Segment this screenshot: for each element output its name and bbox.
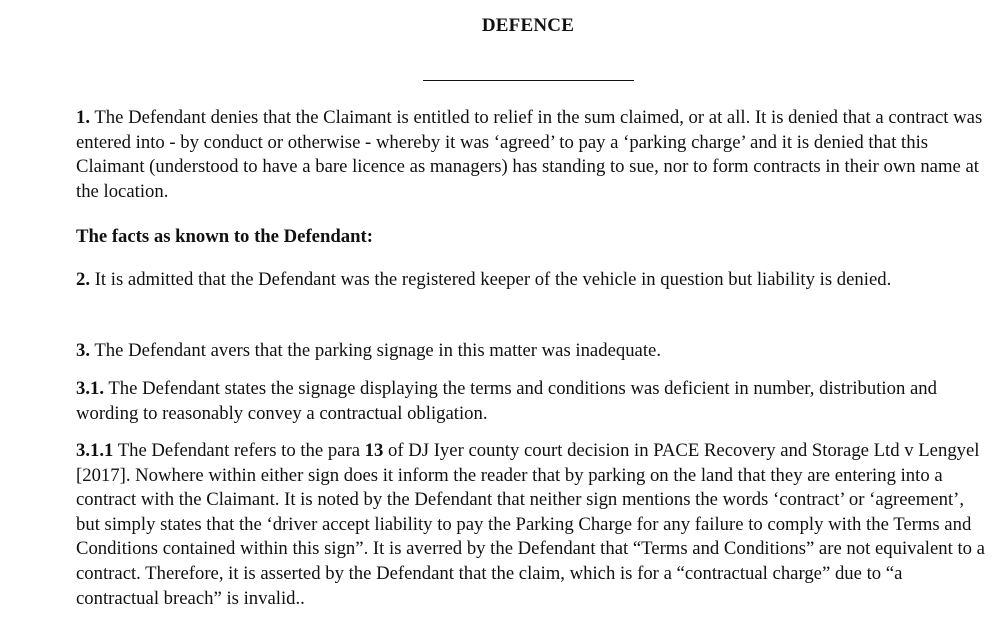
paragraph-number: 3.1.	[76, 378, 105, 399]
paragraph-2	[76, 268, 986, 293]
paragraph-number: 3.1.1	[76, 440, 114, 461]
paragraph-1	[76, 106, 986, 204]
paragraph-number: 2.	[76, 269, 91, 290]
paragraph-number: 1.	[76, 107, 91, 128]
paragraph-text: The Defendant avers that the parking signage in this matter was inadequate.	[90, 340, 662, 361]
paragraph-3-1-1	[76, 439, 986, 611]
paragraph-text: It is admitted that the Defendant was the registered keeper of the vehicle in question but liability is denied.	[90, 269, 892, 290]
document-title: DEFENCE	[481, 15, 575, 36]
section-heading: The facts as known to the Defendant:	[76, 226, 373, 247]
paragraph-3	[76, 339, 986, 364]
paragraph-text: The Defendant states the signage displaying the terms and conditions was deficient in number, distribution and wording to reasonably convey a contractual obligation.	[76, 378, 937, 424]
paragraph-3-1	[76, 377, 986, 426]
paragraph-text-continued: of DJ Iyer county court decision in PACE Recovery and Storage Ltd v Lengyel [2017]. Nowhere within either sign does it inform the reader that by parking on the land that they are entering into a contract with the Claimant. It is noted by the Defendant that neither sign mentions the words ‘contract’ or ‘agreement’, but simply states that the ‘driver accept liability to pay the Parking Charge for any failure to comply with the Terms and Conditions contained within this sign”. It is averred by the Defendant that “Terms and Conditions” are not equivalent to a contract. Therefore, it is asserted by the Defendant that the claim, which is for a “contractual charge” due to “a contractual breach” is invalid..	[76, 440, 985, 609]
paragraph-number: 3.	[76, 340, 91, 361]
paragraph-text: The Defendant refers to the para	[113, 440, 365, 461]
title-divider	[423, 80, 634, 81]
paragraph-text: The Defendant denies that the Claimant is entitled to relief in the sum claimed, or at all. It is denied that a contract was entered into - by conduct or otherwise - whereby it was ‘agreed’ to pay a ‘parking charge’ and it is denied that this Claimant (understood to have a bare licence as managers) has standing to sue, nor to form contracts in their own name at the location.	[76, 107, 983, 202]
para-reference: 13	[364, 440, 384, 461]
